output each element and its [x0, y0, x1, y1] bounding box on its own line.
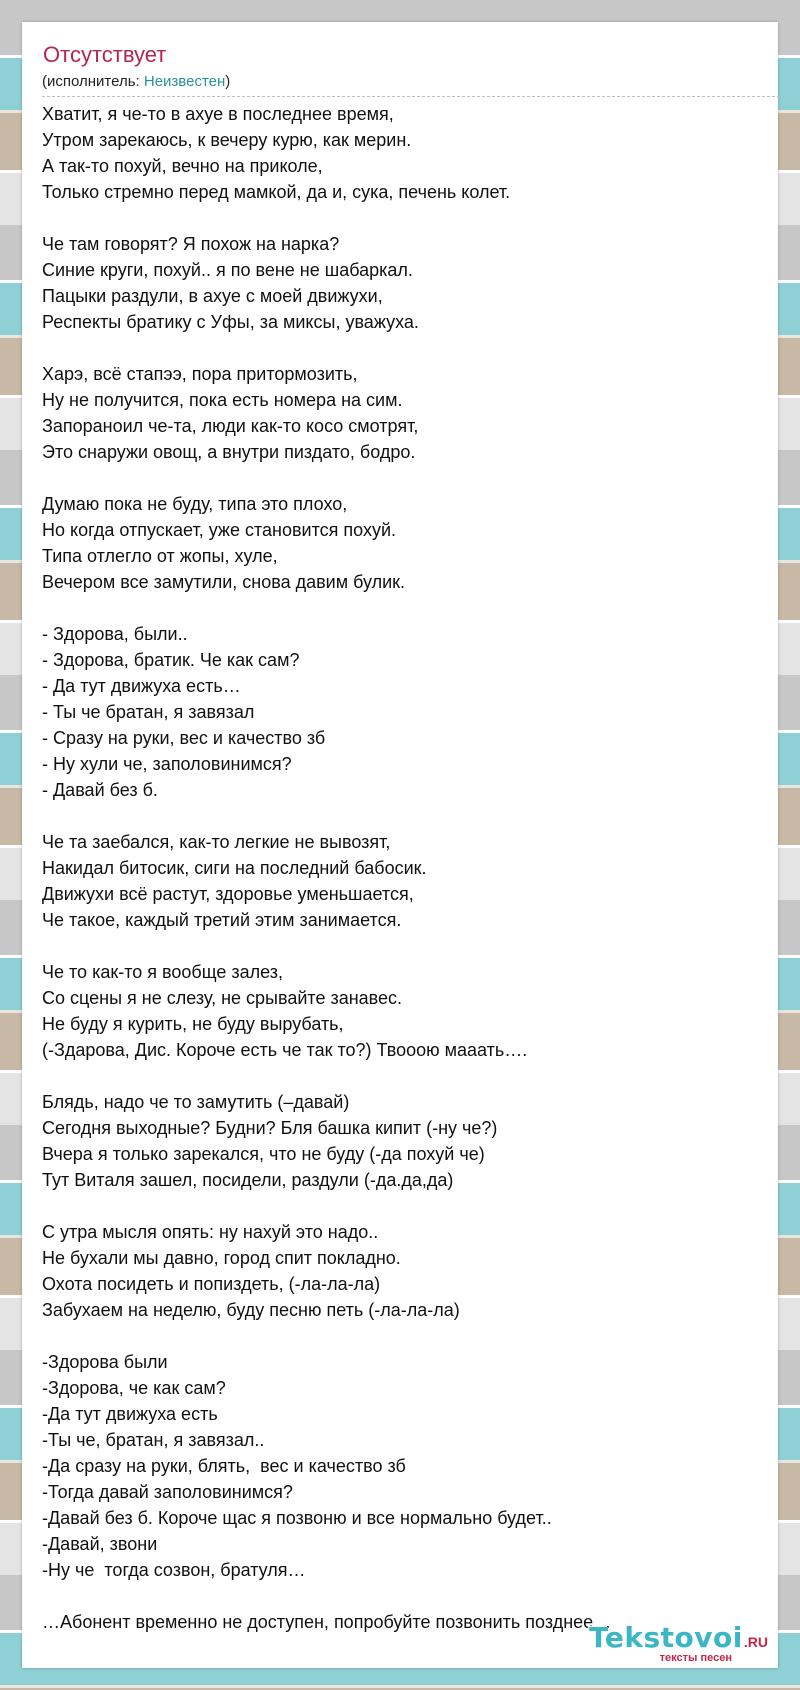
lyric-line: Вечером все замутили, снова давим булик.	[42, 572, 406, 592]
lyric-line: Че такое, каждый третий этим занимается.	[42, 910, 402, 930]
lyric-line: -Да сразу на руки, блять, вес и качество зб	[42, 1456, 406, 1476]
lyric-line: -Да тут движуха есть	[42, 1404, 218, 1424]
lyric-line	[42, 1193, 762, 1219]
lyrics-card	[22, 22, 778, 1668]
lyric-line	[42, 595, 762, 621]
lyric-line: Пацыки раздули, в ахуе с моей движухи,	[42, 286, 383, 306]
lyric-line: -Ну че тогда созвон, братуля…	[42, 1560, 306, 1580]
lyric-line: - Да тут движуха есть…	[42, 676, 241, 696]
lyric-line: Охота посидеть и попиздеть, (-ла-ла-ла)	[42, 1274, 381, 1294]
lyric-line: А так-то похуй, вечно на приколе,	[42, 156, 323, 176]
lyric-line	[42, 465, 762, 491]
lyric-line: Это снаружи овощ, а внутри пиздато, бодро.	[42, 442, 416, 462]
logo-wordmark: Tekstovoi	[589, 1621, 743, 1654]
performer-suffix: )	[225, 73, 231, 90]
performer-link[interactable]: Неизвестен	[143, 73, 226, 90]
lyric-line: Только стремно перед мамкой, да и, сука, печень колет.	[42, 182, 511, 202]
lyric-line: Блядь, надо че то замутить (–давай)	[42, 1092, 350, 1112]
lyric-line: Харэ, всё стапээ, пора притормозить,	[42, 364, 358, 384]
performer-prefix: (исполнитель:	[42, 73, 144, 90]
lyric-line: Накидал битосик, сиги на последний бабосик.	[42, 858, 427, 878]
lyric-line: Утром зарекаюсь, к вечеру курю, как мерин.	[42, 130, 412, 150]
lyric-line	[42, 1323, 762, 1349]
lyric-line: (-Здарова, Дис. Короче есть че так то?) Твооою мааать….	[42, 1040, 528, 1060]
lyric-line	[42, 1583, 762, 1609]
lyric-line: Че та заебался, как-то легкие не вывозят,	[42, 832, 391, 852]
lyric-line: С утра мысля опять: ну нахуй это надо..	[42, 1222, 379, 1242]
lyric-line: -Здорова были	[42, 1352, 168, 1372]
lyric-line: -Давай, звони	[42, 1534, 158, 1554]
lyric-line: …Абонент временно не доступен, попробуйте позвонить позднее…	[42, 1612, 612, 1632]
lyric-line	[42, 205, 762, 231]
lyric-line: - Здорова, были..	[42, 624, 188, 644]
lyric-line: Че то как-то я вообще залез,	[42, 962, 283, 982]
lyric-line: Тут Виталя зашел, посидели, раздули (-да.да,да)	[42, 1170, 454, 1190]
lyric-line: Забухаем на неделю, буду песню петь (-ла-ла-ла)	[42, 1300, 460, 1320]
lyric-line: -Ты че, братан, я завязал..	[42, 1430, 265, 1450]
lyric-line: Типа отлегло от жопы, хуле,	[42, 546, 278, 566]
lyric-line: Респекты братику с Уфы, за миксы, уважуха.	[42, 312, 419, 332]
lyric-line: Движухи всё растут, здоровье уменьшается,	[42, 884, 414, 904]
song-title: Отсутствует	[43, 42, 167, 67]
lyric-line: Вчера я только зарекался, что не буду (-да похуй че)	[42, 1144, 485, 1164]
lyric-line: - Ты че братан, я завязал	[42, 702, 255, 722]
lyric-line: -Давай без б. Короче щас я позвоню и все нормально будет..	[42, 1508, 552, 1528]
logo-tagline: тексты песен	[659, 1652, 732, 1664]
lyric-line	[42, 933, 762, 959]
lyric-line: Со сцены я не слезу, не срывайте занавес.	[42, 988, 403, 1008]
lyric-line: Не буду я курить, не буду вырубать,	[42, 1014, 344, 1034]
lyric-line	[42, 803, 762, 829]
lyric-line	[42, 1063, 762, 1089]
lyric-line	[42, 335, 762, 361]
performer-line	[42, 72, 780, 97]
lyric-line: -Тогда давай заполовинимся?	[42, 1482, 293, 1502]
lyric-line: - Здорова, братик. Че как сам?	[42, 650, 300, 670]
lyric-line: Синие круги, похуй.. я по вене не шабаркал.	[42, 260, 413, 280]
lyrics-text	[42, 101, 762, 1635]
lyric-line: Че там говорят? Я похож на нарка?	[42, 234, 340, 254]
lyric-line: -Здорова, че как сам?	[42, 1378, 226, 1398]
lyric-line: Сегодня выходные? Будни? Бля башка кипит (-ну че?)	[42, 1118, 498, 1138]
lyric-line: Не бухали мы давно, город спит покладно.	[42, 1248, 401, 1268]
lyric-line: Думаю пока не буду, типа это плохо,	[42, 494, 348, 514]
site-logo[interactable]	[568, 1622, 768, 1666]
lyric-line: Хватит, я че-то в ахуе в последнее время,	[42, 104, 394, 124]
lyric-line: Ну не получится, пока есть номера на сим.	[42, 390, 403, 410]
lyric-line: Но когда отпускает, уже становится похуй.	[42, 520, 396, 540]
lyric-line: Запораноил че-та, люди как-то косо смотрят,	[42, 416, 419, 436]
lyric-line: - Ну хули че, заполовинимся?	[42, 754, 292, 774]
lyric-line: - Давай без б.	[42, 780, 158, 800]
lyric-line: - Сразу на руки, вес и качество зб	[42, 728, 326, 748]
logo-domain: .RU	[743, 1634, 768, 1650]
